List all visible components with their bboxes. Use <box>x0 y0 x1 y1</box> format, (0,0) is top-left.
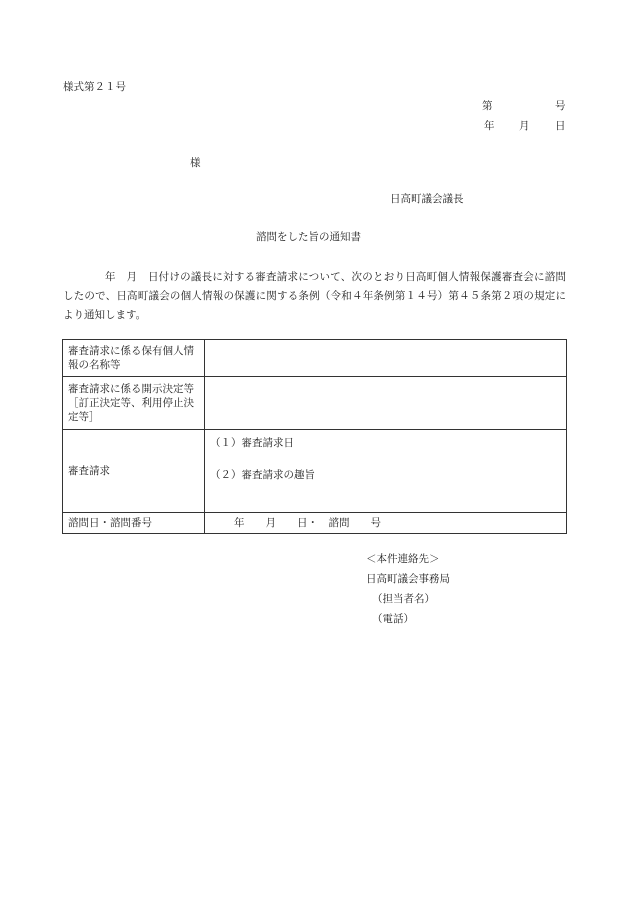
sender-name: 日高町議会議長 <box>390 193 464 205</box>
info-name-label: 審査請求に係る保有個人情報の名称等 <box>63 340 205 377</box>
request-details-table <box>62 339 567 534</box>
request-purpose-item: （２）審査請求の趣旨 <box>210 469 315 481</box>
info-name-value <box>205 340 567 377</box>
table-row <box>63 340 567 377</box>
body-paragraph: 年 月 日付けの議長に対する審査請求について、次のとおり日高町個人情報保護審査会に諮問したので、日高町議会の個人情報の保護に関する条例（令和４年条例第１４号）第４５条第２項の規定により通知します。 <box>63 271 566 321</box>
table-row <box>63 377 567 430</box>
request-date-item: （１）審査請求日 <box>210 437 294 449</box>
doc-date-year: 年 <box>484 120 495 132</box>
inquiry-date-value: 年 月 日・ 諮問 号 <box>205 513 567 534</box>
inquiry-date-label: 諮問日・諮問番号 <box>63 513 205 534</box>
contact-phone: （電話） <box>372 613 414 625</box>
doc-number-suffix: 号 <box>555 100 566 112</box>
table-row <box>63 430 567 513</box>
request-label: 審査請求 <box>63 430 205 513</box>
contact-block <box>366 549 450 629</box>
contact-heading: ＜本件連絡先＞ <box>366 553 440 565</box>
doc-date-day: 日 <box>555 120 566 132</box>
form-number: 様式第２１号 <box>63 81 126 93</box>
disclosure-decision-value <box>205 377 567 430</box>
contact-office: 日高町議会事務局 <box>366 573 450 585</box>
doc-date-month: 月 <box>519 120 530 132</box>
table-row <box>63 513 567 534</box>
document-title: 諮問をした旨の通知書 <box>256 231 361 243</box>
request-details-cell <box>205 430 567 513</box>
doc-number-prefix: 第 <box>482 100 493 112</box>
recipient-suffix: 様 <box>190 157 201 169</box>
disclosure-decision-label: 審査請求に係る開示決定等［訂正決定等、利用停止決定等］ <box>63 377 205 430</box>
contact-person: （担当者名） <box>372 593 435 605</box>
